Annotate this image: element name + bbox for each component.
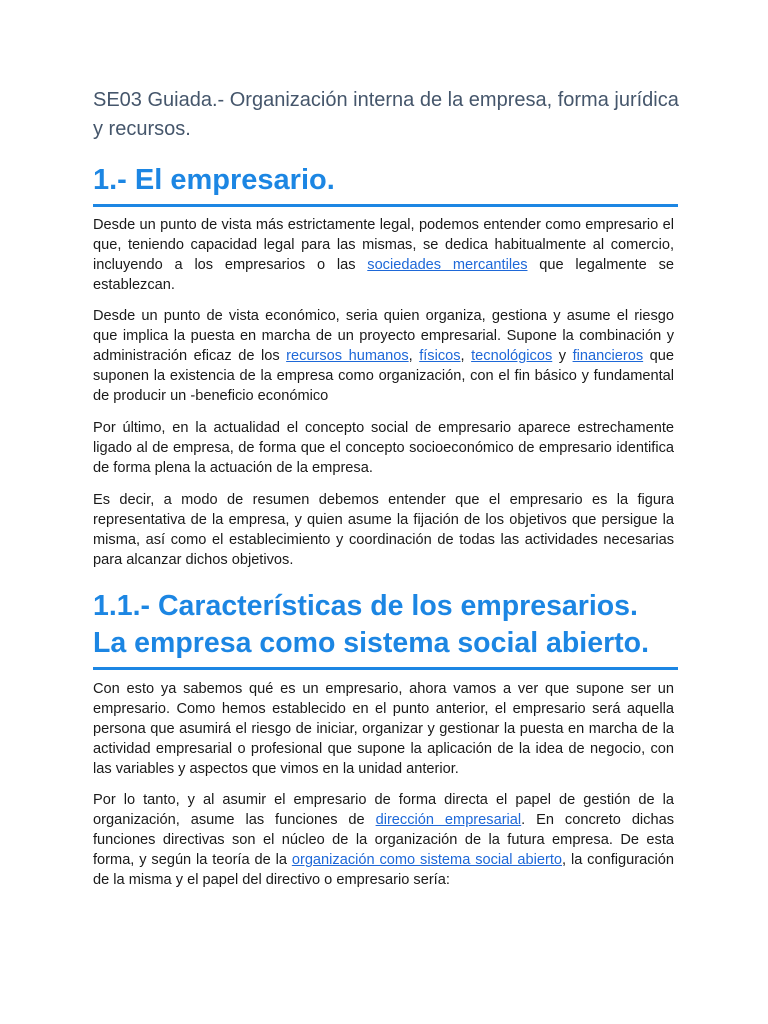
link-financieros[interactable]: financieros — [572, 347, 644, 364]
section-heading-caracteristicas: 1.1.- Características de los empresarios. La empresa como sistema social abierto. — [93, 588, 678, 670]
link-direccion-empresarial[interactable]: dirección empresarial — [375, 811, 522, 828]
paragraph-text: . En concreto dichas funciones directivas son el núcleo de la organización de la futura empresa. De esta forma, y según la teoría de la — [93, 811, 675, 868]
paragraph-economic-definition — [93, 307, 674, 407]
separator-text: , — [408, 347, 420, 364]
section-heading-el-empresario: 1.- El empresario. — [93, 160, 678, 207]
paragraph-text: Desde un punto de vista económico, seria quien organiza, gestiona y asume el riesgo que implica la puesta en marcha de un proyecto empresarial. Supone la combinación y administración eficaz de los — [93, 308, 674, 364]
link-sociedades-mercantiles[interactable]: sociedades mercantiles — [367, 256, 528, 273]
paragraph-text: que legalmente se establezcan. — [93, 256, 674, 293]
paragraph-que-supone: Con esto ya sabemos qué es un empresario, ahora vamos a ver que supone ser un empresario. Como hemos establecido en el punto anterior, el empresario será aquella persona que asumirá el riesgo de iniciar, organizar y gestionar la puesta en marcha de la actividad empresarial o profesional que supone la aplicación de la idea de negocio, con las variables y aspectos que vimos en la unidad anterior. — [93, 681, 674, 777]
link-fisicos[interactable]: físicos — [419, 347, 461, 364]
separator-text: , — [460, 347, 472, 364]
paragraph-legal-definition — [93, 216, 674, 296]
paragraph-summary: Es decir, a modo de resumen debemos entender que el empresario es la figura representativa de la empresa, y quien asume la fijación de los objetivos que persigue la misma, así como el establecimiento y coordinación de todas las actividades necesarias para alcanzar dichos objetivos. — [93, 492, 674, 568]
paragraph-text: , la configuración de la misma y el papel del directivo o empresario sería: — [93, 851, 674, 888]
paragraph-text: que suponen la existencia de la empresa como organización, con el fin básico y fundamental de producir un -beneficio económico — [93, 347, 674, 404]
separator-text: y — [552, 347, 573, 364]
paragraph-social-concept: Por último, en la actualidad el concepto social de empresario aparece estrechamente ligado al de empresa, de forma que el concepto socioeconómico de empresario identifica de forma plena la actuación de la empresa. — [93, 420, 674, 476]
paragraph-funciones-directivas — [93, 791, 674, 891]
paragraph-text: Por lo tanto, y al asumir el empresario de forma directa el papel de gestión de la organización, asume las funciones de — [93, 792, 674, 828]
link-recursos-humanos[interactable]: recursos humanos — [286, 347, 409, 364]
link-organizacion-sistema-social[interactable]: organización como sistema social abierto — [291, 851, 563, 868]
paragraph-text: Desde un punto de vista más estrictamente legal, podemos entender como empresario el que, teniendo capacidad legal para las mismas, se dedica habitualmente al comercio, incluyendo a los empresarios o las — [93, 217, 674, 273]
link-tecnologicos[interactable]: tecnológicos — [471, 347, 553, 364]
document-title: SE03 Guiada.- Organización interna de la empresa, forma jurídica y recursos. — [93, 89, 679, 140]
